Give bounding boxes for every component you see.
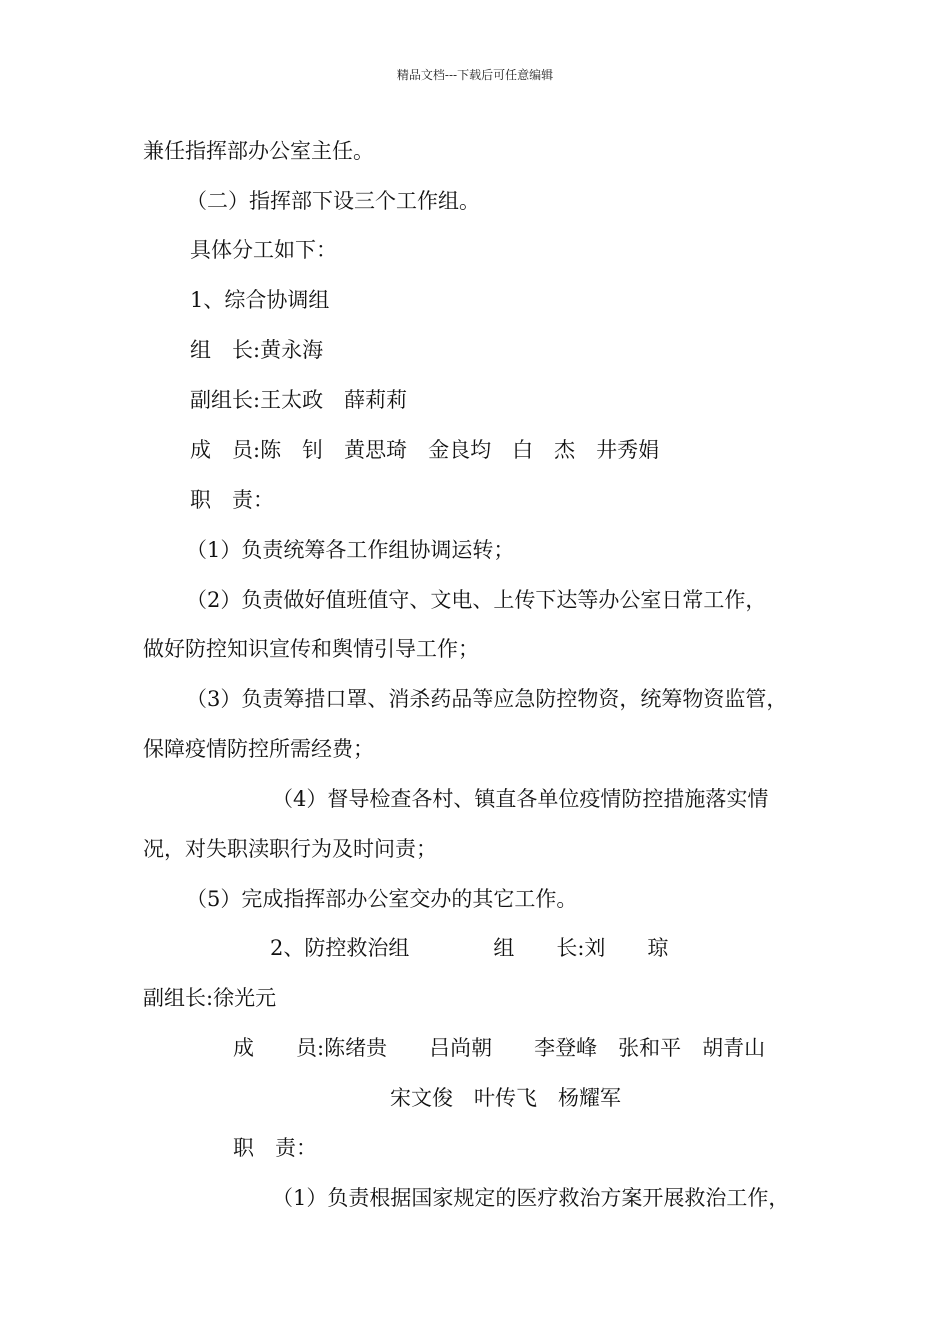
text-line: 宋文俊 叶传飞 杨耀军 [390, 1086, 621, 1110]
text-line: （5）完成指挥部办公室交办的其它工作。 [186, 887, 578, 911]
text-line: 具体分工如下： [190, 238, 337, 262]
text-line: 职 责： [233, 1136, 317, 1160]
text-line: （1）负责统筹各工作组协调运转； [186, 538, 515, 562]
text-line: 副组长:王太政 薛莉莉 [190, 388, 408, 412]
text-line: 成 员:陈 钊 黄思琦 金良均 白 杰 井秀娟 [190, 438, 660, 462]
text-line: 兼任指挥部办公室主任。 [143, 139, 374, 163]
text-line: 2、防控救治组 组 长:刘 琼 [270, 936, 669, 960]
text-line: （4）督导检查各村、镇直各单位疫情防控措施落实情 [272, 787, 769, 811]
text-line: 保障疫情防控所需经费； [143, 737, 374, 761]
text-line: 组 长:黄永海 [190, 338, 324, 362]
page-header: 精品文档---下载后可任意编辑 [396, 68, 554, 82]
text-line: （3）负责筹措口罩、消杀药品等应急防控物资，统筹物资监管， [186, 687, 788, 711]
text-line: 副组长:徐光元 [143, 986, 277, 1010]
text-line: （二）指挥部下设三个工作组。 [186, 189, 480, 213]
text-line: （2）负责做好值班值守、文电、上传下达等办公室日常工作， [186, 588, 767, 612]
text-line: 成 员:陈绪贵 吕尚朝 李登峰 张和平 胡青山 [233, 1036, 766, 1060]
text-line: 做好防控知识宣传和舆情引导工作； [143, 637, 479, 661]
text-line: 况，对失职渎职行为及时问责； [143, 837, 437, 861]
text-line: （1）负责根据国家规定的医疗救治方案开展救治工作， [272, 1186, 790, 1210]
text-line: 职 责： [190, 488, 274, 512]
text-line: 1、综合协调组 [190, 288, 330, 312]
